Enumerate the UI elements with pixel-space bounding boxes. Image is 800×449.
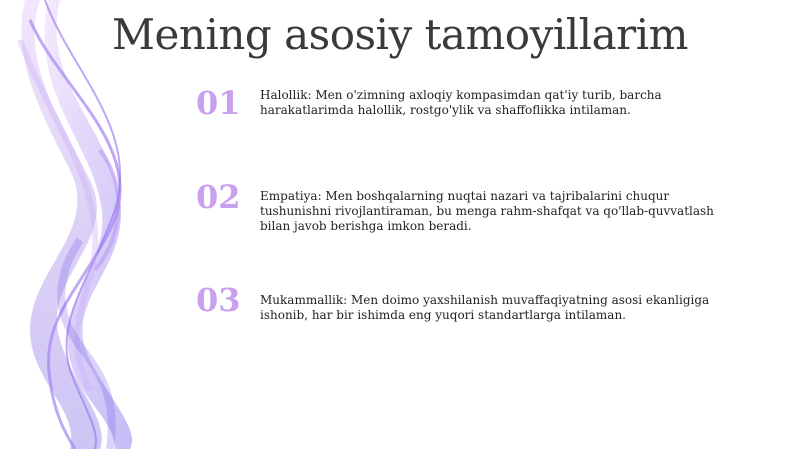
principle-number: 02 (196, 178, 241, 216)
page-title: Mening asosiy tamoyillarim (111, 10, 688, 59)
principle-text: Mukammallik: Men doimo yaxshilanish muvaffaqiyatning asosi ekanligiga ishonib, har bir ishimda eng yuqori standartlarga intilaman. (260, 293, 710, 322)
principle-text: Empatiya: Men boshqalarning nuqtai nazari va tajribalarini chuqur tushunishni rivojlantiraman, bu menga rahm-shafqat va qo'llab-quvvatlash bilan javob berishga imkon beradi. (260, 189, 714, 233)
principle-text: Halollik: Men o'zimning axloqiy kompasimdan qat'iy turib, barcha harakatlarimda halollik, rostgo'ylik va shaffoflikka intilaman. (260, 88, 662, 117)
smoke-decoration (0, 0, 200, 449)
principle-number: 03 (196, 281, 241, 319)
principle-number: 01 (196, 84, 241, 122)
